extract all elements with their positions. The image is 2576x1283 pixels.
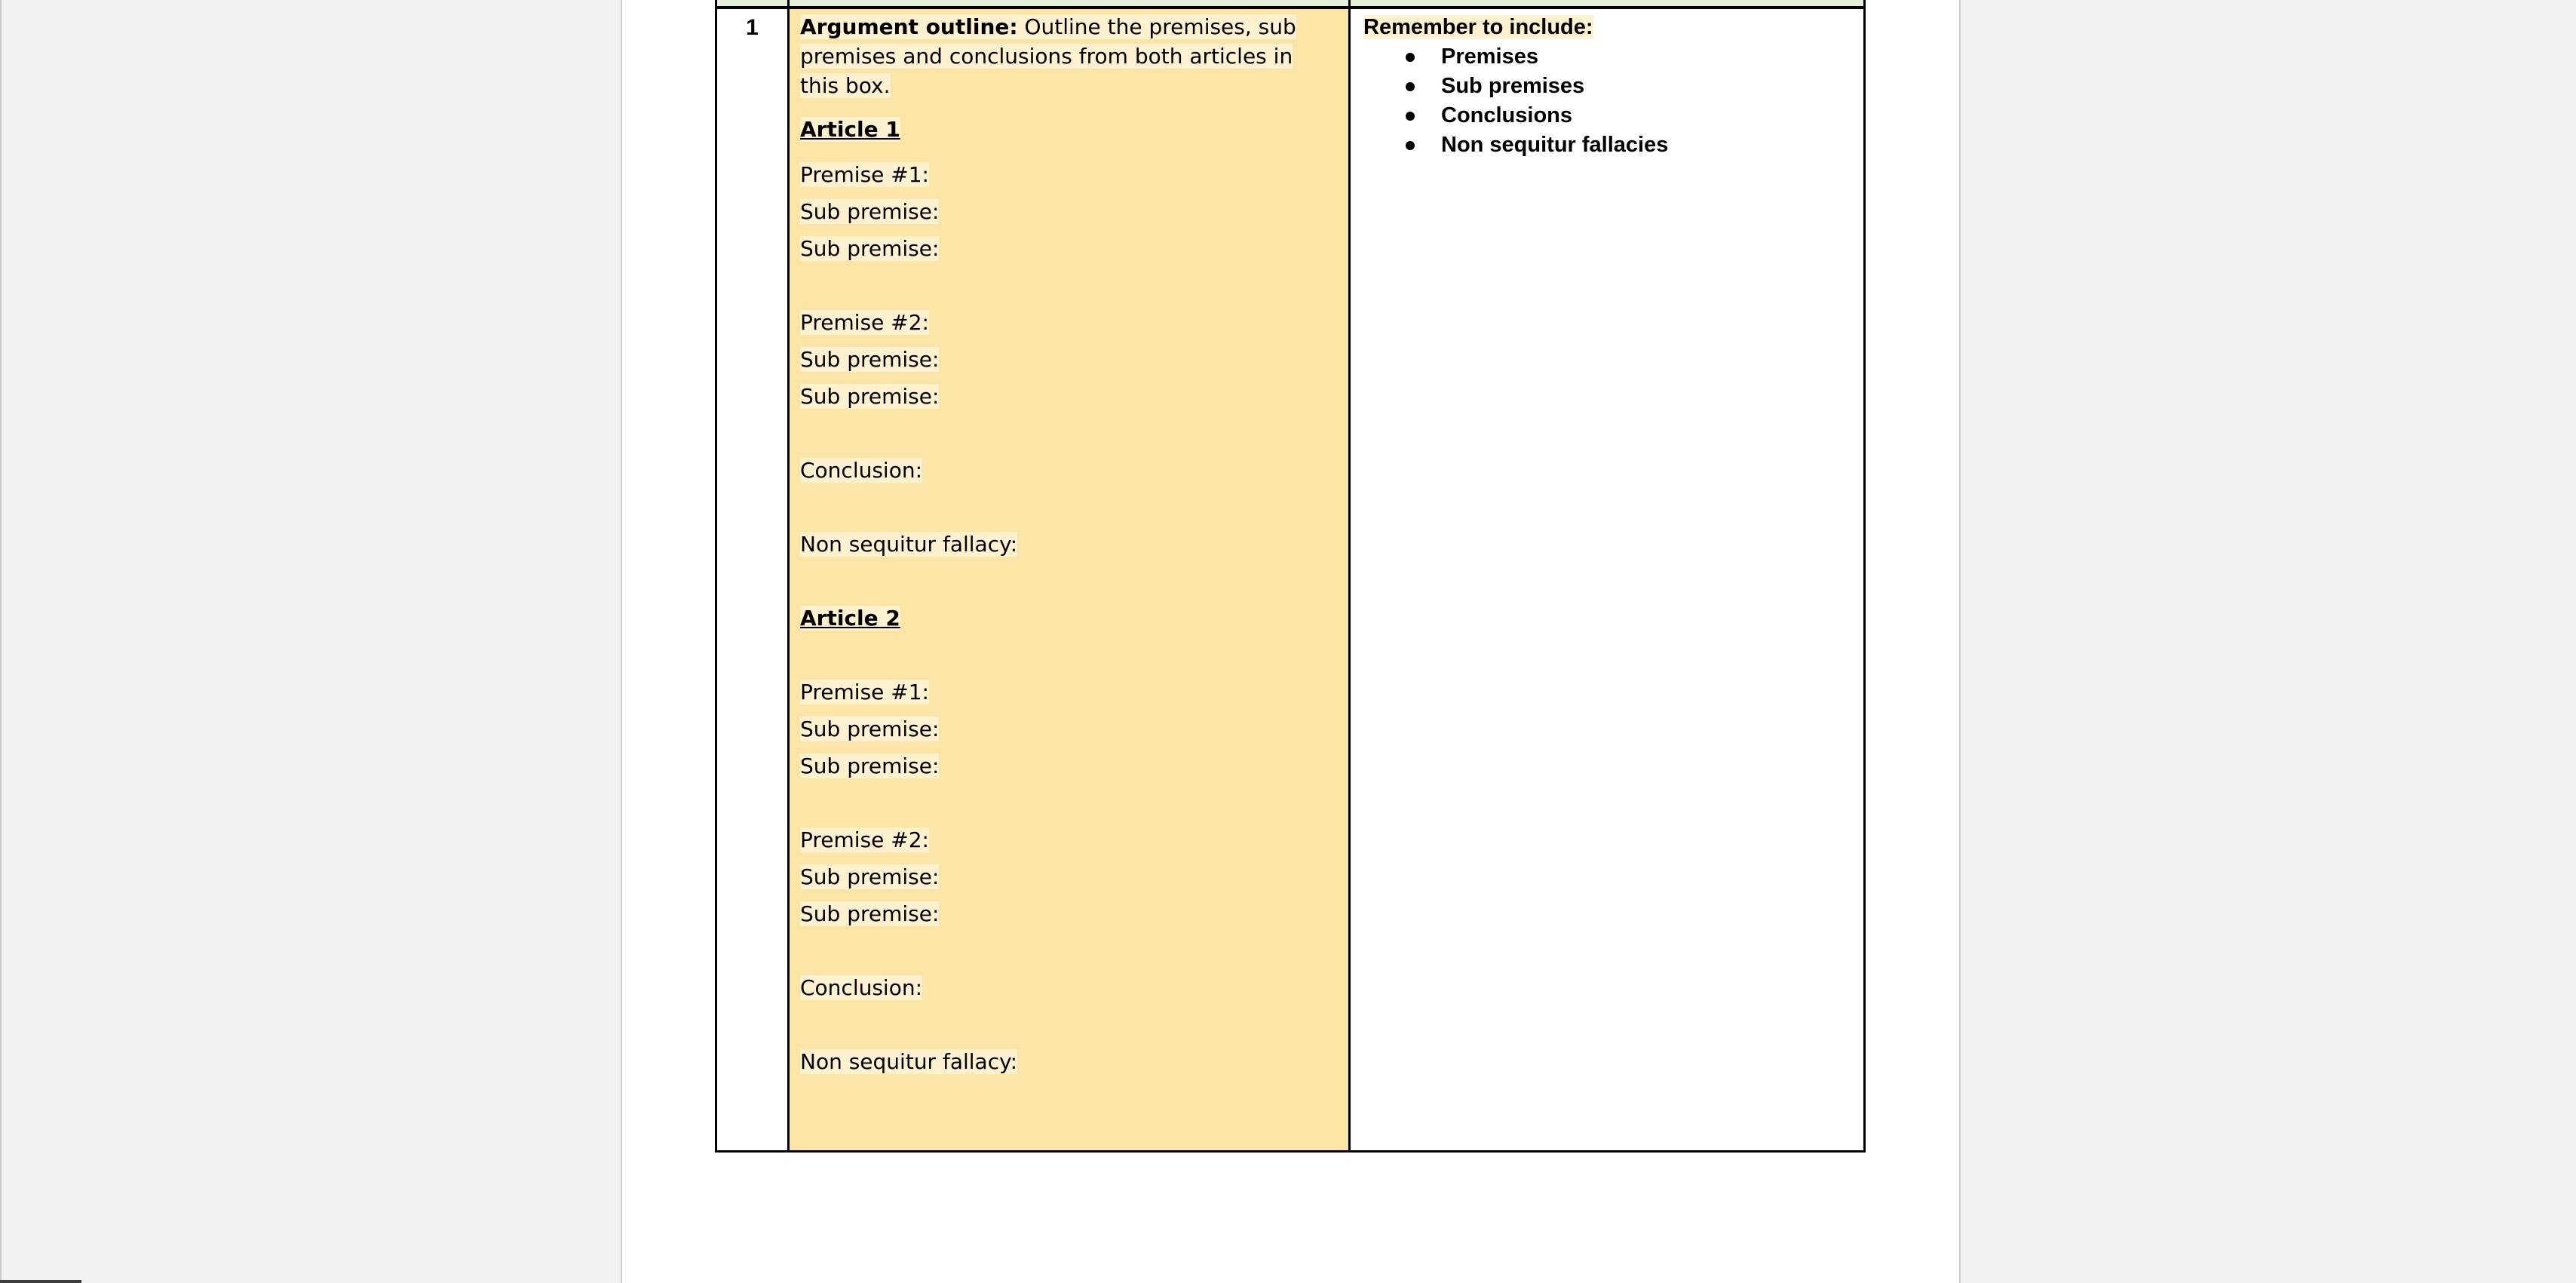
row-number-cell xyxy=(717,9,787,1150)
outline-intro xyxy=(800,12,1328,100)
reminder-list xyxy=(1363,42,1668,160)
table-border-bottom xyxy=(715,1150,1866,1153)
reminder-item: Premises xyxy=(1363,42,1668,72)
table-border-left xyxy=(715,0,717,1153)
argument-outline-content xyxy=(800,12,1328,1080)
window-left-edge xyxy=(0,0,2,1283)
table-header-strip xyxy=(715,0,1866,9)
table-border-right xyxy=(1863,0,1866,1153)
document-page xyxy=(621,0,1961,1283)
article-2-premise-1: Premise #1: xyxy=(800,680,929,704)
window-bottom-edge xyxy=(0,1280,81,1283)
article-2-premise-2-sub-2: Sub premise: xyxy=(800,901,940,926)
assignment-table xyxy=(715,0,1866,1153)
bullet-icon xyxy=(1406,53,1415,62)
argument-outline-cell[interactable] xyxy=(790,9,1348,1150)
article-1-conclusion: Conclusion: xyxy=(800,458,923,483)
article-1-premise-1-sub-1: Sub premise: xyxy=(800,199,940,224)
article-2-title: Article 2 xyxy=(800,606,900,631)
article-2-premise-1-sub-2: Sub premise: xyxy=(800,754,940,778)
article-2-premise-2-sub-1: Sub premise: xyxy=(800,864,940,889)
reminder-cell[interactable] xyxy=(1351,9,1863,1150)
article-1-premise-2-sub-2: Sub premise: xyxy=(800,384,940,409)
article-1-title: Article 1 xyxy=(800,117,900,142)
row-number: 1 xyxy=(746,15,759,40)
article-1-premise-1: Premise #1: xyxy=(800,162,929,187)
bullet-icon xyxy=(1406,112,1415,121)
outline-instruction: Outline the premises, sub premises and conclusions from both articles in this box. xyxy=(800,14,1296,98)
article-2-conclusion: Conclusion: xyxy=(800,975,923,1000)
outline-heading: Argument outline: xyxy=(800,14,1018,39)
article-2-premise-2: Premise #2: xyxy=(800,827,929,852)
reminder-title: Remember to include: xyxy=(1363,15,1593,39)
article-1-premise-2-sub-1: Sub premise: xyxy=(800,347,940,372)
reminder-item: Sub premises xyxy=(1363,72,1668,101)
article-1-premise-2: Premise #2: xyxy=(800,310,929,335)
reminder-item: Conclusions xyxy=(1363,101,1668,130)
article-2-premise-1-sub-1: Sub premise: xyxy=(800,717,940,741)
bullet-icon xyxy=(1406,141,1415,150)
article-2-fallacy: Non sequitur fallacy: xyxy=(800,1049,1018,1074)
reminder-item: Non sequitur fallacies xyxy=(1363,130,1668,160)
bullet-icon xyxy=(1406,82,1415,91)
table-border-col-1 xyxy=(787,0,790,1153)
article-1-fallacy: Non sequitur fallacy: xyxy=(800,532,1018,557)
article-1-premise-1-sub-2: Sub premise: xyxy=(800,236,940,261)
table-border-col-2 xyxy=(1348,0,1351,1153)
